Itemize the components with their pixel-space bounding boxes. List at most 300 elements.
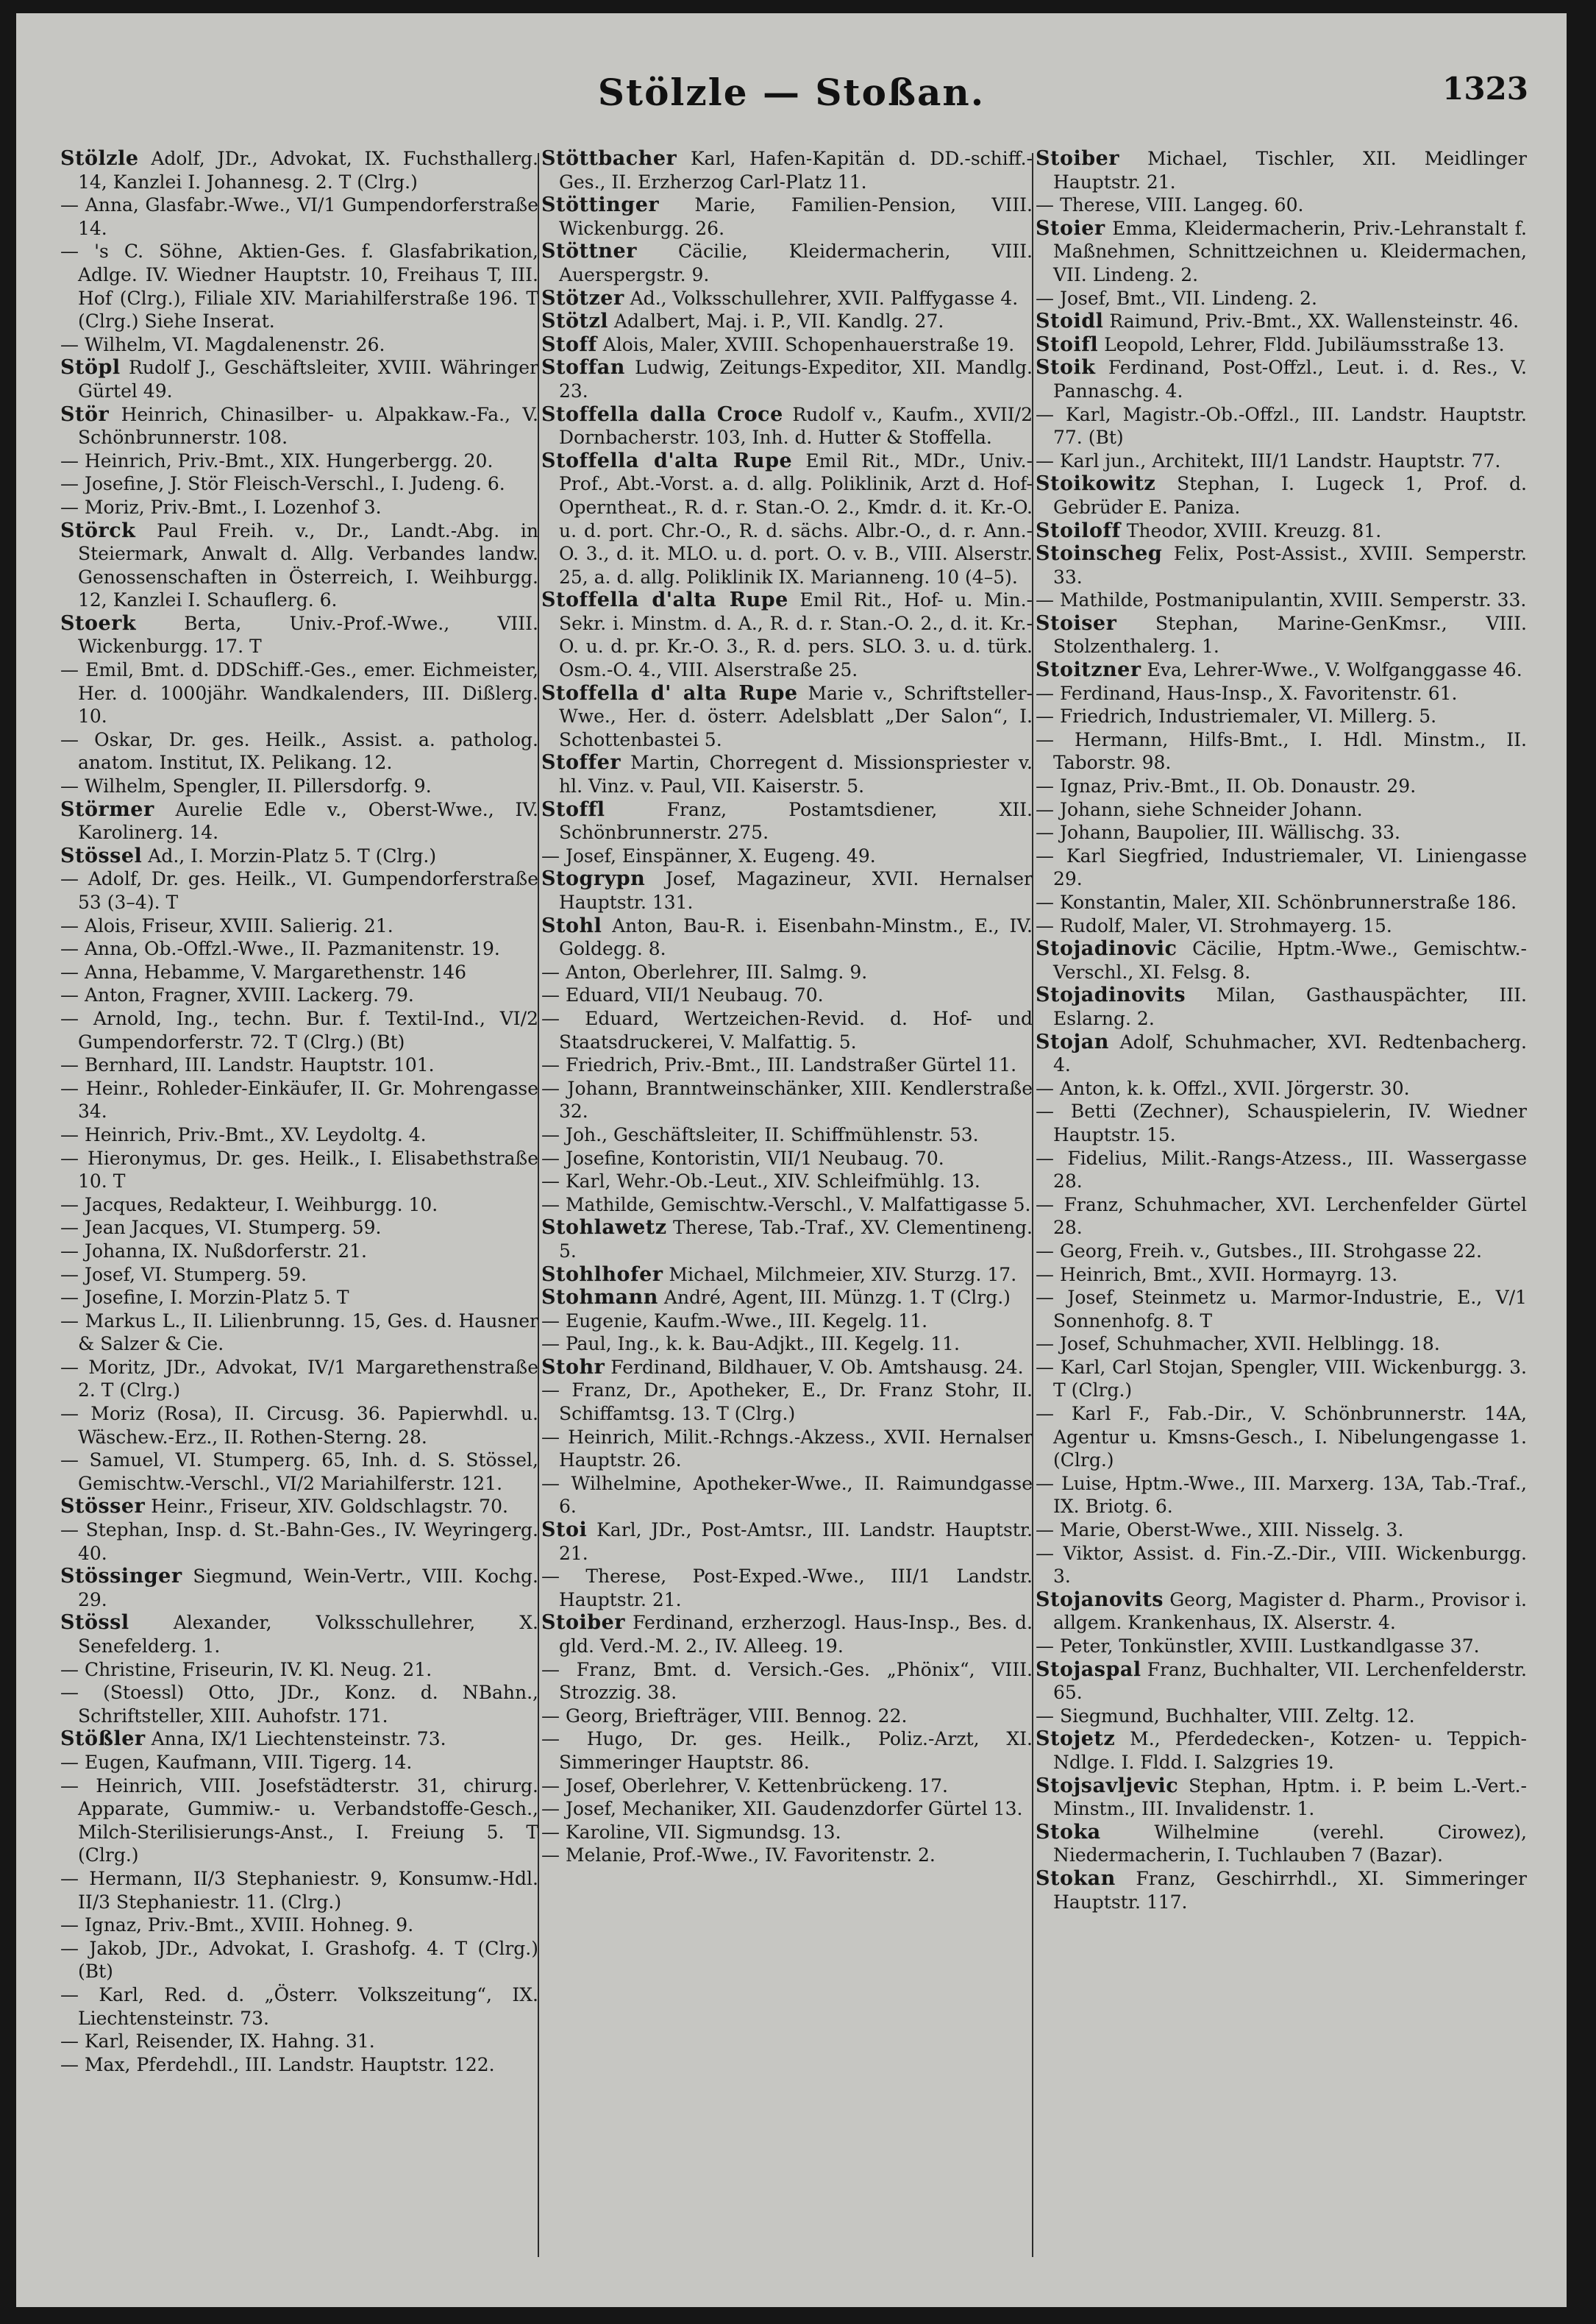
entry-surname: Stoffella d' alta Rupe xyxy=(541,681,798,705)
directory-entry xyxy=(60,984,538,1007)
entry-details: — Anna, Hebamme, V. Margarethenstr. 146 xyxy=(60,961,467,983)
entry-details: — Josef, VI. Stumperg. 59. xyxy=(60,1263,307,1285)
entry-details: — Josefine, I. Morzin-Platz 5. T xyxy=(60,1287,349,1309)
entry-details: — (Stoessl) Otto, JDr., Konz. d. NBahn., Schriftsteller, XIII. Auhofstr. 171. xyxy=(60,1682,538,1727)
directory-entry xyxy=(1036,147,1527,193)
entry-details: Josef, Magazineur, XVII. Hernalser Hauptstr. 131. xyxy=(559,868,1033,913)
entry-details: Adolf, JDr., Advokat, IX. Fuchsthallerg. 14, Kanzlei I. Johannesg. 2. T (Clrg.) xyxy=(78,148,538,193)
directory-entry xyxy=(1036,891,1527,914)
directory-entry xyxy=(1036,287,1527,310)
directory-entry xyxy=(541,961,1033,984)
entry-details: — Heinrich, VIII. Josefstädterstr. 31, chirurg. Apparate, Gummiw.- u. Verbandstoffe-Gesch., Milch-Sterilisierungs-Anst., I. Freiung 5. T (Clrg.) xyxy=(60,1774,538,1866)
entry-details: Georg, Magister d. Pharm., Provisor i. allgem. Krankenhaus, IX. Alserstr. 4. xyxy=(1053,1588,1527,1634)
entry-details: — Adolf, Dr. ges. Heilk., VI. Gumpendorferstraße 53 (3–4). T xyxy=(60,868,538,913)
entry-surname: Stoffl xyxy=(541,797,605,821)
directory-entry xyxy=(541,1565,1033,1611)
entry-details: — Marie, Oberst-Wwe., XIII. Nisselg. 3. xyxy=(1036,1519,1404,1541)
directory-entry xyxy=(541,1774,1033,1798)
entry-surname: Stoff xyxy=(541,333,597,356)
directory-entry xyxy=(60,1402,538,1449)
entry-surname: Stöttner xyxy=(541,240,637,263)
entry-details: Adalbert, Maj. i. P., VII. Kandlg. 27. xyxy=(614,310,944,333)
entry-details: Cäcilie, Hptm.-Wwe., Gemischtw.-Verschl., XI. Felsg. 8. xyxy=(1053,938,1527,983)
entry-details: — Josef, Mechaniker, XII. Gaudenzdorfer Gürtel 13. xyxy=(541,1798,1023,1820)
entry-details: — Ignaz, Priv.-Bmt., XVIII. Hohneg. 9. xyxy=(60,1914,414,1936)
directory-entry xyxy=(1036,845,1527,891)
entry-details: — Josef, Steinmetz u. Marmor-Industrie, E., V/1 Sonnenhofg. 8. T xyxy=(1036,1287,1527,1332)
entry-details: — Mathilde, Gemischtw.-Verschl., V. Malfattigasse 5. xyxy=(541,1193,1031,1215)
directory-entry xyxy=(541,193,1033,240)
directory-entry xyxy=(541,1123,1033,1147)
entry-details: — Wilhelm, Spengler, II. Pillersdorfg. 9. xyxy=(60,775,432,797)
directory-entry xyxy=(1036,1100,1527,1146)
directory-entry xyxy=(541,867,1033,914)
entry-details: — Karl, Magistr.-Ob.-Offzl., III. Landstr. Hauptstr. 77. (Bt) xyxy=(1036,403,1527,449)
directory-entry xyxy=(60,1774,538,1867)
directory-entry xyxy=(541,1658,1033,1705)
entry-surname: Stojsavljevic xyxy=(1036,1774,1179,1797)
directory-entry xyxy=(60,1123,538,1147)
directory-entry xyxy=(60,914,538,938)
directory-entry xyxy=(541,310,1033,333)
entry-surname: Stoerk xyxy=(60,611,137,635)
entry-details: Rudolf J., Geschäftsleiter, XVIII. Währinger Gürtel 49. xyxy=(78,357,538,402)
directory-entry xyxy=(541,1077,1033,1123)
entry-details: Ad., Volksschullehrer, XVII. Palffygasse 4. xyxy=(630,287,1019,309)
entry-details: — Karl jun., Architekt, III/1 Landstr. Hauptstr. 77. xyxy=(1036,449,1501,472)
directory-entry xyxy=(60,1053,538,1077)
directory-entry xyxy=(1036,1077,1527,1101)
directory-entry xyxy=(1036,1588,1527,1635)
entry-details: — Anna, Glasfabr.-Wwe., VI/1 Gumpendorferstraße 14. xyxy=(60,194,538,239)
entry-details: Paul Freih. v., Dr., Landt.-Abg. in Steiermark, Anwalt d. Allg. Verbandes landw. Genossenschaften in Österreich, I. Weihburgg. 12, Kanzlei I. Schauflerg. 6. xyxy=(78,519,538,611)
entry-details: Anton, Bau-R. i. Eisenbahn-Minstm., E., IV. Goldegg. 8. xyxy=(559,914,1033,960)
directory-entry xyxy=(60,1263,538,1287)
entry-surname: Stoiber xyxy=(1036,147,1120,170)
entry-details: — Wilhelm, VI. Magdalenenstr. 26. xyxy=(60,333,385,355)
directory-entry xyxy=(541,1193,1033,1217)
entry-surname: Stokan xyxy=(1036,1866,1116,1890)
directory-entry xyxy=(60,1286,538,1310)
directory-entry xyxy=(541,1705,1033,1728)
directory-entry xyxy=(1036,1356,1527,1402)
entry-details: — Moritz, JDr., Advokat, IV/1 Margarethenstraße 2. T (Clrg.) xyxy=(60,1356,538,1401)
entry-surname: Stoiser xyxy=(1036,611,1117,635)
directory-entry xyxy=(541,1727,1033,1774)
directory-entry xyxy=(541,682,1033,752)
entry-surname: Stoinscheg xyxy=(1036,542,1163,566)
entry-surname: Stojanovits xyxy=(1036,1588,1164,1611)
entry-details: Ferdinand, erzherzogl. Haus-Insp., Bes. d. gld. Verd.-M. 2., IV. Alleeg. 19. xyxy=(559,1612,1033,1657)
directory-entry xyxy=(60,333,538,357)
directory-entry xyxy=(60,496,538,519)
entry-details: — Josefine, Kontoristin, VII/1 Neubaug. 70. xyxy=(541,1147,944,1169)
entry-details: Alexander, Volksschullehrer, X. Senefelderg. 1. xyxy=(78,1612,538,1657)
directory-entry xyxy=(60,1937,538,1983)
directory-entry xyxy=(60,1658,538,1682)
entry-details: — Hugo, Dr. ges. Heilk., Poliz.-Arzt, XI. Simmeringer Hauptstr. 86. xyxy=(541,1728,1033,1773)
directory-entry xyxy=(1036,589,1527,612)
directory-entry xyxy=(541,1518,1033,1565)
directory-entry xyxy=(60,472,538,496)
directory-entry xyxy=(541,356,1033,402)
entry-surname: Stößler xyxy=(60,1727,146,1751)
directory-entry xyxy=(60,2030,538,2053)
entry-details: — Hermann, II/3 Stephaniestr. 9, Konsumw.-Hdl. II/3 Stephaniestr. 11. (Clrg.) xyxy=(60,1867,538,1913)
directory-entry xyxy=(60,193,538,240)
entry-surname: Stösser xyxy=(60,1495,146,1518)
directory-entry xyxy=(1036,449,1527,473)
entry-details: — Fidelius, Milit.-Rangs-Atzess., III. Wassergasse 28. xyxy=(1036,1147,1527,1193)
directory-entry xyxy=(541,1426,1033,1472)
entry-details: Marie, Familien-Pension, VIII. Wickenburgg. 26. xyxy=(559,194,1033,239)
entry-details: Ferdinand, Post-Offzl., Leut. i. d. Res., V. Pannaschg. 4. xyxy=(1053,357,1527,402)
entry-details: — Heinrich, Bmt., XVII. Hormayrg. 13. xyxy=(1036,1263,1398,1285)
entry-details: — Alois, Friseur, XVIII. Salierig. 21. xyxy=(60,914,393,937)
entry-details: — Markus L., II. Lilienbrunng. 15, Ges. d. Hausner & Salzer & Cie. xyxy=(60,1310,538,1355)
entry-details: — Mathilde, Postmanipulantin, XVIII. Semperstr. 33. xyxy=(1036,589,1527,611)
entry-details: — Arnold, Ing., techn. Bur. f. Textil-Ind., VI/2 Gumpendorferstr. 72. T (Clrg.) (Bt) xyxy=(60,1007,538,1053)
directory-entry xyxy=(60,2053,538,2077)
directory-entry xyxy=(1036,658,1527,682)
directory-entry xyxy=(60,1449,538,1495)
directory-entry xyxy=(1036,984,1527,1030)
directory-entry xyxy=(1036,1658,1527,1705)
entry-details: — Samuel, VI. Stumperg. 65, Inh. d. S. Stössel, Gemischtw.-Verschl., VI/2 Mariahilferstr. 121. xyxy=(60,1449,538,1494)
entry-details: — Heinr., Rohleder-Einkäufer, II. Gr. Mohrengasse 34. xyxy=(60,1077,538,1123)
directory-entry xyxy=(541,798,1033,845)
entry-details: — Franz, Dr., Apotheker, E., Dr. Franz Stohr, II. Schiffamtsg. 13. T (Clrg.) xyxy=(541,1379,1033,1425)
entry-details: Cäcilie, Kleidermacherin, VIII. Auerspergstr. 9. xyxy=(559,241,1033,285)
entry-details: — Anton, Fragner, XVIII. Lackerg. 79. xyxy=(60,984,414,1006)
entry-details: Michael, Milchmeier, XIV. Sturzg. 17. xyxy=(669,1263,1017,1285)
directory-entry xyxy=(1036,821,1527,845)
running-head: Stölzle — Stoßan. xyxy=(597,71,986,114)
entry-details: Franz, Postamtsdiener, XII. Schönbrunnerstr. 275. xyxy=(559,798,1033,844)
entry-details: — Viktor, Assist. d. Fin.-Z.-Dir., VIII. Wickenburgg. 3. xyxy=(1036,1542,1527,1588)
page-number: 1323 xyxy=(1442,71,1528,107)
directory-entry xyxy=(1036,728,1527,775)
entry-details: — Eugen, Kaufmann, VIII. Tigerg. 14. xyxy=(60,1751,413,1773)
directory-entry xyxy=(541,751,1033,797)
entry-details: Eva, Lehrer-Wwe., V. Wolfganggasse 46. xyxy=(1147,659,1522,681)
entry-surname: Stöttinger xyxy=(541,193,660,217)
entry-details: Emma, Kleidermacherin, Priv.-Lehranstalt f. Maßnehmen, Schnittzeichnen u. Kleidermachen, VII. Lindeng. 2. xyxy=(1053,217,1527,285)
directory-entry xyxy=(60,961,538,984)
entry-details: — Karl, Reisender, IX. Hahng. 31. xyxy=(60,2030,375,2053)
entry-details: — Eduard, Wertzeichen-Revid. d. Hof- und Staatsdruckerei, V. Malfattig. 5. xyxy=(541,1007,1033,1053)
directory-column-3 xyxy=(1036,147,1527,2281)
directory-entry xyxy=(60,612,538,658)
directory-entry xyxy=(541,1216,1033,1262)
entry-surname: Stössinger xyxy=(60,1565,182,1588)
directory-entry xyxy=(60,147,538,193)
directory-entry xyxy=(1036,1193,1527,1240)
entry-details: Stephan, I. Lugeck 1, Prof. d. Gebrüder E. Paniza. xyxy=(1053,473,1527,518)
entry-details: Franz, Geschirrhdl., XI. Simmeringer Hauptstr. 117. xyxy=(1053,1867,1527,1913)
directory-entry xyxy=(60,403,538,449)
directory-entry xyxy=(1036,333,1527,357)
entry-details: — Moriz (Rosa), II. Circusg. 36. Papierwhdl. u. Wäschew.-Erz., II. Rothen-Sterng. 28. xyxy=(60,1403,538,1448)
directory-entry xyxy=(1036,914,1527,938)
entry-surname: Stojadinovic xyxy=(1036,937,1178,961)
directory-entry xyxy=(60,798,538,845)
directory-entry xyxy=(1036,1147,1527,1193)
entry-details: — Friedrich, Industriemaler, VI. Millerg. 5. xyxy=(1036,706,1437,728)
directory-entry xyxy=(60,240,538,333)
entry-surname: Stötzer xyxy=(541,286,624,310)
entry-details: Heinr., Friseur, XIV. Goldschlagstr. 70. xyxy=(151,1496,508,1518)
entry-details: Emil Rit., Hof- u. Min.-Sekr. i. Minstm. d. A., R. d. r. Stan.-O. 2., d. it. Kr.-O. u. d. pr. Kr.-O. 3., R. d. pers. SLO. 3. u. d. türk. Osm.-O. 4., VIII. Alserstraße 25. xyxy=(559,589,1033,681)
entry-details: Emil Rit., MDr., Univ.-Prof., Abt.-Vorst. a. d. allg. Poliklinik, Arzt d. Hof-Operntheat., R. d. r. Stan.-O. 2., Kmdr. d. it. Kr.-O. u. d. port. Chr.-O., R. d. sächs. Albr.-O., d. r. Ann.-O. 3., d. it. MLO. u. d. port. O. v. B., VIII. Alserstr. 25, a. d. allg. Poliklinik IX. Marianneng. 10 (4–5). xyxy=(559,449,1033,588)
entry-details: Theodor, XVIII. Kreuzg. 81. xyxy=(1126,519,1382,541)
entry-details: — Konstantin, Maler, XII. Schönbrunnerstraße 186. xyxy=(1036,892,1517,913)
entry-details: — Jean Jacques, VI. Stumperg. 59. xyxy=(60,1217,382,1239)
entry-details: — Eugenie, Kaufm.-Wwe., III. Kegelg. 11. xyxy=(541,1310,928,1332)
entry-details: — Anton, Oberlehrer, III. Salmg. 9. xyxy=(541,961,868,983)
directory-entry xyxy=(541,914,1033,961)
entry-surname: Stohr xyxy=(541,1355,605,1379)
directory-entry xyxy=(1036,1727,1527,1774)
entry-surname: Stojan xyxy=(1036,1030,1109,1053)
entry-details: Michael, Tischler, XII. Meidlinger Hauptstr. 21. xyxy=(1053,148,1527,193)
entry-details: — Anna, Ob.-Offzl.-Wwe., II. Pazmanitenstr. 19. xyxy=(60,938,500,960)
entry-surname: Stoik xyxy=(1036,356,1096,380)
directory-entry xyxy=(541,1170,1033,1193)
entry-details: — Josefine, J. Stör Fleisch-Verschl., I. Judeng. 6. xyxy=(60,473,505,495)
entry-surname: Stoffella dalla Croce xyxy=(541,402,783,426)
directory-entry xyxy=(60,1310,538,1356)
directory-entry xyxy=(60,867,538,914)
entry-details: Milan, Gasthauspächter, III. Eslarng. 2. xyxy=(1053,984,1527,1029)
directory-entry xyxy=(1036,542,1527,589)
directory-entry xyxy=(541,1310,1033,1333)
directory-entry xyxy=(60,1147,538,1193)
entry-details: — Paul, Ing., k. k. Bau-Adjkt., III. Kegelg. 11. xyxy=(541,1333,960,1355)
entry-details: Siegmund, Wein-Vertr., VIII. Kochg. 29. xyxy=(78,1566,538,1610)
directory-entry xyxy=(1036,1332,1527,1356)
entry-details: — Josef, Bmt., VII. Lindeng. 2. xyxy=(1036,287,1317,309)
entry-surname: Stoidl xyxy=(1036,310,1104,333)
entry-details: — Stephan, Insp. d. St.-Bahn-Ges., IV. Weyringerg. 40. xyxy=(60,1519,538,1564)
directory-entry xyxy=(1036,798,1527,822)
entry-surname: Stoi xyxy=(541,1518,588,1542)
entry-details: Adolf, Schuhmacher, XVI. Redtenbacherg. 4. xyxy=(1053,1031,1527,1076)
entry-details: — Karl Siegfried, Industriemaler, VI. Liniengasse 29. xyxy=(1036,845,1527,890)
directory-entry xyxy=(1036,1031,1527,1077)
entry-surname: Stohlawetz xyxy=(541,1216,667,1240)
entry-details: — Franz, Bmt. d. Versich.-Ges. „Phönix“, VIII. Strozzig. 38. xyxy=(541,1658,1033,1704)
directory-entry xyxy=(1036,1705,1527,1728)
directory-entry xyxy=(1036,612,1527,658)
entry-details: — Josef, Schuhmacher, XVII. Helblingg. 18. xyxy=(1036,1333,1440,1355)
directory-entry xyxy=(60,1681,538,1727)
entry-surname: Stössl xyxy=(60,1611,129,1635)
entry-surname: Stöttbacher xyxy=(541,147,677,170)
entry-details: — Rudolf, Maler, VI. Strohmayerg. 15. xyxy=(1036,914,1392,937)
entry-details: — Christine, Friseurin, IV. Kl. Neug. 21. xyxy=(60,1658,432,1680)
directory-entry xyxy=(60,775,538,798)
entry-details: — Wilhelmine, Apotheker-Wwe., II. Raimundgasse 6. xyxy=(541,1472,1033,1518)
directory-entry xyxy=(541,1821,1033,1844)
entry-details: Stephan, Marine-GenKmsr., VIII. Stolzenthalerg. 1. xyxy=(1053,612,1527,658)
entry-details: — Luise, Hptm.-Wwe., III. Marxerg. 13A, Tab.-Traf., IX. Briotg. 6. xyxy=(1036,1472,1527,1518)
entry-surname: Stoffan xyxy=(541,356,625,380)
directory-entry xyxy=(541,1472,1033,1518)
entry-details: Ad., I. Morzin-Platz 5. T (Clrg.) xyxy=(148,845,437,867)
entry-details: Felix, Post-Assist., XVIII. Semperstr. 33. xyxy=(1053,543,1527,588)
entry-details: Stephan, Hptm. i. P. beim L.-Vert.-Minstm., III. Invalidenstr. 1. xyxy=(1053,1774,1527,1820)
entry-details: Anna, IX/1 Liechtensteinstr. 73. xyxy=(151,1728,446,1750)
entry-details: — Heinrich, Priv.-Bmt., XIX. Hungerbergg. 20. xyxy=(60,449,494,472)
directory-entry xyxy=(60,1216,538,1240)
directory-entry xyxy=(541,1053,1033,1077)
directory-entry xyxy=(541,845,1033,868)
entry-details: — Therese, Post-Exped.-Wwe., III/1 Landstr. Hauptstr. 21. xyxy=(541,1566,1033,1610)
directory-entry xyxy=(541,984,1033,1007)
directory-entry xyxy=(60,356,538,402)
directory-entry xyxy=(60,1611,538,1657)
entry-details: Marie v., Schriftsteller-Wwe., Her. d. österr. Adelsblatt „Der Salon“, I. Schottenbastei 5. xyxy=(559,682,1033,750)
page-header xyxy=(16,71,1567,129)
directory-column-1 xyxy=(60,147,538,2281)
entry-details: — Peter, Tonkünstler, XVIII. Lustkandlgasse 37. xyxy=(1036,1635,1480,1657)
directory-entry xyxy=(60,1751,538,1774)
entry-details: — Friedrich, Priv.-Bmt., III. Landstraßer Gürtel 11. xyxy=(541,1054,1017,1076)
entry-details: — Hermann, Hilfs-Bmt., I. Hdl. Minstm., II. Taborstr. 98. xyxy=(1036,728,1527,774)
entry-details: — Heinrich, Priv.-Bmt., XV. Leydoltg. 4. xyxy=(60,1123,427,1145)
entry-details: Aurelie Edle v., Oberst-Wwe., IV. Karolinerg. 14. xyxy=(78,798,538,844)
entry-details: Ferdinand, Bildhauer, V. Ob. Amtshausg. 24. xyxy=(610,1356,1024,1378)
entry-surname: Störck xyxy=(60,519,136,542)
entry-details: — Eduard, VII/1 Neubaug. 70. xyxy=(541,984,824,1006)
entry-surname: Stör xyxy=(60,402,110,426)
directory-entry xyxy=(1036,1286,1527,1332)
directory-entry xyxy=(60,937,538,961)
directory-entry xyxy=(60,1867,538,1913)
directory-entry xyxy=(60,1983,538,2030)
entry-details: — Moriz, Priv.-Bmt., I. Lozenhof 3. xyxy=(60,496,382,518)
entry-details: Karl, JDr., Post-Amtsr., III. Landstr. Hauptstr. 21. xyxy=(559,1519,1033,1564)
entry-details: — Therese, VIII. Langeg. 60. xyxy=(1036,194,1304,216)
directory-entry xyxy=(541,1147,1033,1170)
directory-entry xyxy=(60,658,538,728)
directory-entry xyxy=(60,1913,538,1937)
entry-surname: Stojaspal xyxy=(1036,1657,1141,1681)
entry-surname: Stoffella d'alta Rupe xyxy=(541,449,793,472)
directory-page xyxy=(16,13,1567,2307)
entry-surname: Stoiber xyxy=(541,1611,626,1635)
directory-entry xyxy=(541,1844,1033,1867)
entry-surname: Stoitzner xyxy=(1036,658,1141,682)
directory-entry xyxy=(1036,1542,1527,1588)
entry-details: — Emil, Bmt. d. DDSchiff.-Ges., emer. Eichmeister, Her. d. 1000jähr. Wandkalenders, III. Dißlerg. 10. xyxy=(60,659,538,728)
directory-entry xyxy=(60,449,538,473)
entry-surname: Stössel xyxy=(60,844,143,867)
entry-details: — Johann, Branntweinschänker, XIII. Kendlerstraße 32. xyxy=(541,1077,1033,1123)
directory-entry xyxy=(1036,403,1527,449)
entry-details: Raimund, Priv.-Bmt., XX. Wallensteinstr. 46. xyxy=(1109,310,1520,333)
directory-entry xyxy=(541,1379,1033,1425)
entry-details: — Oskar, Dr. ges. Heilk., Assist. a. patholog. anatom. Institut, IX. Pelikang. 12. xyxy=(60,728,538,774)
entry-details: — Karl, Wehr.-Ob.-Leut., XIV. Schleifmühlg. 13. xyxy=(541,1170,980,1193)
entry-details: Heinrich, Chinasilber- u. Alpakkaw.-Fa., V. Schönbrunnerstr. 108. xyxy=(78,403,538,449)
entry-details: — Heinrich, Milit.-Rchngs.-Akzess., XVII. Hernalser Hauptstr. 26. xyxy=(541,1426,1033,1471)
entry-details: — Johann, siehe Schneider Johann. xyxy=(1036,798,1363,820)
entry-surname: Stoiloff xyxy=(1036,519,1121,542)
entry-details: — Joh., Geschäftsleiter, II. Schiffmühlenstr. 53. xyxy=(541,1123,979,1145)
directory-entry xyxy=(1036,1402,1527,1472)
directory-entry xyxy=(60,1356,538,1402)
entry-details: — Georg, Freih. v., Gutsbes., III. Strohgasse 22. xyxy=(1036,1240,1482,1262)
entry-surname: Stöpl xyxy=(60,356,121,380)
directory-entry xyxy=(541,1263,1033,1287)
directory-entry xyxy=(1036,705,1527,728)
directory-entry xyxy=(541,589,1033,681)
directory-column-2 xyxy=(541,147,1033,2281)
directory-entry xyxy=(1036,356,1527,402)
directory-entry xyxy=(1036,1821,1527,1867)
directory-entry xyxy=(541,240,1033,286)
directory-entry xyxy=(60,1518,538,1565)
entry-details: André, Agent, III. Münzg. 1. T (Clrg.) xyxy=(663,1287,1011,1309)
entry-details: — Ferdinand, Haus-Insp., X. Favoritenstr. 61. xyxy=(1036,682,1458,704)
entry-surname: Stoffer xyxy=(541,751,621,775)
directory-entry xyxy=(1036,1472,1527,1518)
entry-details: Leopold, Lehrer, Fldd. Jubiläumsstraße 13. xyxy=(1104,333,1505,355)
entry-details: — Melanie, Prof.-Wwe., IV. Favoritenstr. 2. xyxy=(541,1844,936,1866)
directory-entry xyxy=(541,1797,1033,1821)
directory-entry xyxy=(1036,217,1527,287)
entry-details: Therese, Tab.-Traf., XV. Clementineng. 5. xyxy=(559,1217,1033,1262)
entry-details: — Jakob, JDr., Advokat, I. Grashofg. 4. T (Clrg.) (Bt) xyxy=(60,1937,538,1983)
entry-details: — Karl F., Fab.-Dir., V. Schönbrunnerstr. 14A, Agentur u. Kmsns-Gesch., I. Nibelungengasse 1. (Clrg.) xyxy=(1036,1403,1527,1471)
entry-surname: Stölzle xyxy=(60,147,139,170)
directory-entry xyxy=(60,1007,538,1053)
entry-surname: Stoffella d'alta Rupe xyxy=(541,589,788,612)
directory-entry xyxy=(60,519,538,612)
directory-entry xyxy=(541,287,1033,310)
directory-entry xyxy=(541,147,1033,193)
directory-entry xyxy=(1036,1867,1527,1913)
entry-surname: Stoikowitz xyxy=(1036,472,1156,496)
entry-surname: Stogrypn xyxy=(541,867,646,891)
entry-details: — Max, Pferdehdl., III. Landstr. Hauptstr. 122. xyxy=(60,2053,495,2075)
directory-entry xyxy=(541,449,1033,589)
entry-details: — Josef, Oberlehrer, V. Kettenbrückeng. 17. xyxy=(541,1774,949,1797)
entry-details: — Franz, Schuhmacher, XVI. Lerchenfelder Gürtel 28. xyxy=(1036,1193,1527,1239)
entry-surname: Stoier xyxy=(1036,216,1105,240)
entry-details: — 's C. Söhne, Aktien-Ges. f. Glasfabrikation, Adlge. IV. Wiedner Hauptstr. 10, Freihaus T, III. Hof (Clrg.), Filiale XIV. Mariahilferstraße 196. T (Clrg.) Siehe Inserat. xyxy=(60,241,538,333)
directory-entry xyxy=(541,1286,1033,1310)
entry-details: — Ignaz, Priv.-Bmt., II. Ob. Donaustr. 29. xyxy=(1036,775,1417,797)
directory-entry xyxy=(60,1495,538,1518)
entry-surname: Stojadinovits xyxy=(1036,984,1186,1007)
entry-details: Karl, Hafen-Kapitän d. DD.-schiff.-Ges., II. Erzherzog Carl-Platz 11. xyxy=(559,148,1033,193)
directory-entry xyxy=(541,333,1033,357)
directory-entry xyxy=(60,1240,538,1263)
directory-entry xyxy=(541,1007,1033,1053)
directory-entry xyxy=(1036,1518,1527,1542)
entry-surname: Stohmann xyxy=(541,1286,658,1310)
entry-details: Wilhelmine (verehl. Cirowez), Niedermacherin, I. Tuchlauben 7 (Bazar). xyxy=(1053,1821,1527,1866)
entry-details: Berta, Univ.-Prof.-Wwe., VIII. Wickenburgg. 17. T xyxy=(78,612,538,658)
entry-surname: Stoka xyxy=(1036,1820,1101,1844)
directory-entry xyxy=(60,1727,538,1751)
directory-entry xyxy=(1036,193,1527,217)
directory-entry xyxy=(60,728,538,775)
directory-entry xyxy=(1036,682,1527,706)
